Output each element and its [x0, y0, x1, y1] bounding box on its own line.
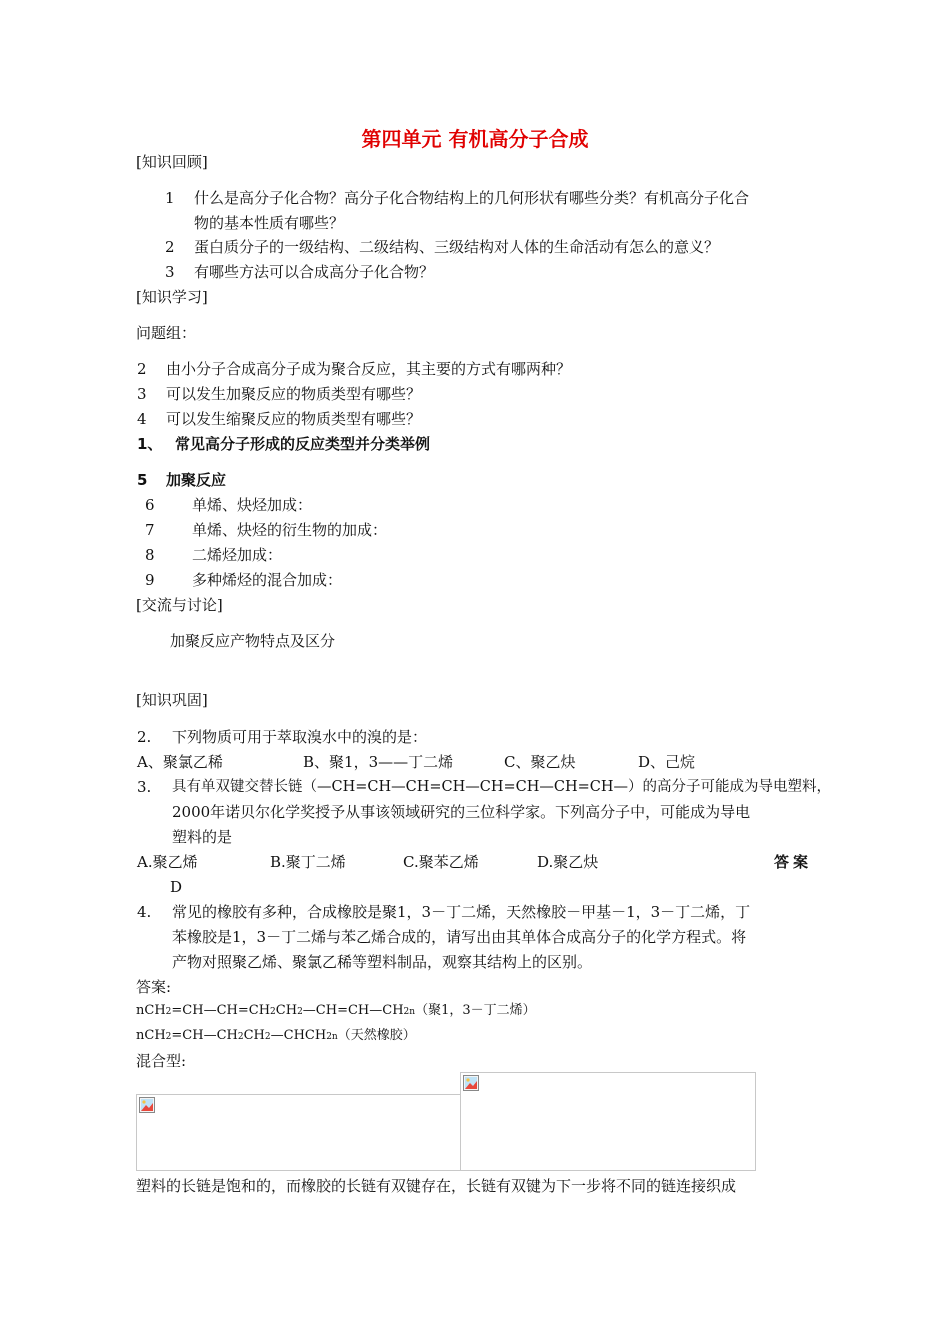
q3-answer-label: 答案 [774, 853, 813, 871]
q2-text: 下列物质可用于萃取溴水中的溴的是： [172, 728, 428, 746]
mixed-label: 混合型: [136, 1052, 187, 1070]
eq2-sub3: 2 [264, 1032, 271, 1042]
review-item-3-line1: 有哪些方法可以合成高分子化合物？ [194, 263, 435, 281]
eq1-mid3: —CH=CH—CH [302, 1003, 404, 1018]
q3-answer: D [170, 878, 183, 896]
section-5-title: 加聚反应 [166, 471, 227, 489]
review-header: [知识回顾] [136, 153, 208, 171]
study-item-3-text: 可以发生加聚反应的物质类型有哪些？ [166, 385, 422, 403]
q2-option-c: C、聚乙炔 [504, 753, 576, 771]
sub-item-7-num: 7 [145, 521, 155, 539]
q3-option-d: D.聚乙炔 [537, 853, 599, 871]
section-1-num: 1、 [137, 435, 163, 453]
review-item-1-num: 1 [165, 189, 175, 207]
eq2-pre: nCH [136, 1028, 166, 1043]
eq2-mid3: —CHCH [270, 1028, 327, 1043]
sub-item-9-text: 多种烯烃的混合加成： [192, 571, 343, 589]
sub-item-8-num: 8 [145, 546, 155, 564]
footer-paragraph: 塑料的长链是饱和的，而橡胶的长链有双键存在，长链有双键为下一步将不同的链连接织成 [136, 1177, 737, 1195]
consolidation-header: [知识巩固] [136, 691, 208, 709]
sub-item-6-num: 6 [145, 496, 155, 514]
page-title: 第四单元 有机高分子合成 [361, 127, 589, 151]
eq2-note: （天然橡胶） [337, 1028, 416, 1043]
eq1-mid2: CH [275, 1003, 298, 1018]
q3-line3: 塑料的是 [172, 828, 233, 846]
eq1-note: （聚1，3－丁二烯） [415, 1003, 536, 1018]
answer-label: 答案: [136, 978, 172, 996]
q3-option-c: C.聚苯乙烯 [403, 853, 479, 871]
sub-item-7-text: 单烯、炔烃的衍生物的加成： [192, 521, 388, 539]
broken-image-icon [463, 1075, 479, 1091]
q3-line2: 2000年诺贝尔化学奖授予从事该领域研究的三位科学家。下列高分子中，可能成为导电 [172, 803, 751, 821]
eq2-mid: =CH—CH [171, 1028, 238, 1043]
study-item-4-num: 4 [137, 410, 147, 428]
study-item-3-num: 3 [137, 385, 147, 403]
eq2-sub1: 2 [165, 1032, 172, 1042]
eq1-pre: nCH [136, 1003, 166, 1018]
image-placeholder-left [136, 1094, 462, 1171]
discussion-text: 加聚反应产物特点及区分 [170, 632, 336, 650]
q4-line1: 常见的橡胶有多种，合成橡胶是聚1，3－丁二烯，天然橡胶－甲基－1，3－丁二烯，丁 [172, 903, 751, 921]
q3-line1: 具有单双键交替长链（—CH=CH—CH=CH—CH=CH—CH=CH—）的高分子可能成为导电塑料， [172, 779, 832, 795]
sub-item-8-text: 二烯烃加成： [192, 546, 283, 564]
study-item-2-num: 2 [137, 360, 147, 378]
q4-line3: 产物对照聚乙烯、聚氯乙稀等塑料制品，观察其结构上的区别。 [172, 953, 593, 971]
discussion-header: [交流与讨论] [136, 596, 223, 614]
study-item-2-text: 由小分子合成高分子成为聚合反应，其主要的方式有哪两种？ [166, 360, 572, 378]
review-item-2-num: 2 [165, 238, 175, 256]
review-item-1-line2: 物的基本性质有哪些？ [194, 214, 345, 232]
eq1-sub1: 2 [165, 1007, 172, 1017]
review-item-3-num: 3 [165, 263, 175, 281]
q2-num: 2. [137, 728, 152, 746]
eq2-mid2: CH [243, 1028, 265, 1043]
eq1-mid: =CH—CH=CH [171, 1003, 271, 1018]
q2-option-a: A、聚氯乙稀 [137, 753, 223, 771]
equation-2 [136, 1026, 416, 1047]
review-item-2-line1: 蛋白质分子的一级结构、二级结构、三级结构对人体的生命活动有怎么的意义？ [194, 238, 720, 256]
review-item-1-line1: 什么是高分子化合物？高分子化合物结构上的几何形状有哪些分类？有机高分子化合 [194, 189, 750, 207]
sub-item-9-num: 9 [145, 571, 155, 589]
eq2-sub2: 2 [237, 1032, 244, 1042]
q2-option-d: D、己烷 [638, 753, 696, 771]
eq1-sub3: 2 [297, 1007, 303, 1017]
section-1-title: 常见高分子形成的反应类型并分类举例 [175, 435, 431, 453]
q3-option-b: B.聚丁二烯 [270, 853, 346, 871]
section-5-num: 5 [137, 471, 148, 489]
study-group-label: 问题组： [136, 324, 197, 342]
study-header: [知识学习] [136, 288, 208, 306]
sub-item-6-text: 单烯、炔烃加成： [192, 496, 313, 514]
q2-option-b: B、聚1，3——丁二烯 [303, 753, 454, 771]
eq1-sub2: 2 [270, 1007, 276, 1017]
q3-num: 3. [137, 778, 152, 796]
broken-image-icon [139, 1097, 155, 1113]
q4-num: 4. [137, 903, 152, 921]
eq1-sub4: 2n [403, 1007, 416, 1017]
q4-line2: 苯橡胶是1，3－丁二烯与苯乙烯合成的，请写出由其单体合成高分子的化学方程式。将 [172, 928, 747, 946]
study-item-4-text: 可以发生缩聚反应的物质类型有哪些？ [166, 410, 422, 428]
equation-1 [136, 1001, 536, 1022]
image-placeholder-right [460, 1072, 756, 1171]
q3-option-a: A.聚乙烯 [137, 853, 198, 871]
eq2-sub4: 2n [326, 1032, 338, 1042]
